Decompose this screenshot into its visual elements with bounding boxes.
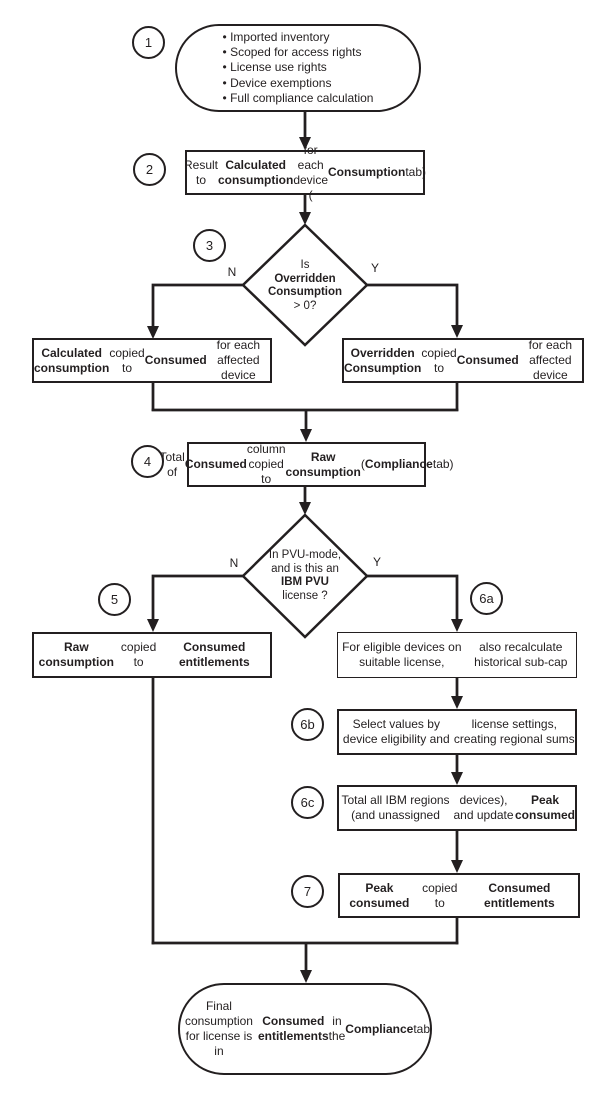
decision3-text: Is Overridden Consumption > 0? (267, 259, 343, 312)
end-node: Final consumption for license is in Consumed entitlements in the Compliance tab (178, 983, 432, 1075)
arrow-decision6-yes (367, 576, 457, 620)
step-2-badge: 2 (133, 153, 166, 186)
arrow-decision3-no (153, 285, 243, 327)
process-node-copy-raw-to-consumed-entitlements: Raw consumption copied to Consumed entitlements (32, 632, 272, 678)
arrow-decision3-yes (367, 285, 457, 326)
step-3-badge: 3 (193, 229, 226, 262)
process-node-select-values-regional-sums: Select values by device eligibility and license settings, creating regional sums (337, 709, 577, 755)
decision6-yes-label: Y (372, 555, 381, 569)
step-5-badge: 5 (98, 583, 131, 616)
process-node-total-ibm-regions-peak-consumed: Total all IBM regions (and unassigned devices), and update Peak consumed (337, 785, 577, 831)
step-4-badge: 4 (131, 445, 164, 478)
step-6b-badge: 6b (291, 708, 324, 741)
step-6c-badge: 6c (291, 786, 324, 819)
process-node-copy-calculated-to-consumed: Calculated consumption copied to Consumed for each affected device (32, 338, 272, 383)
step-7-badge: 7 (291, 875, 324, 908)
start-node-text: • Imported inventory • Scoped for access rights • License use rights • Device exemptions • Full compliance calculation (222, 29, 374, 105)
process-node-calculated-consumption: Result to Calculated consumption for each device ( Consumption tab) (183, 142, 427, 202)
step-1-badge: 1 (132, 26, 165, 59)
process-node-raw-consumption: Total of Consumed column copied to Raw consumption ( Compliance tab) (159, 442, 454, 486)
decision3-yes-label: Y (370, 261, 379, 275)
decision3-no-label: N (227, 265, 237, 279)
arrow-decision6-no (153, 576, 243, 620)
process-node-recalculate-subcap: For eligible devices on suitable license, also recalculate historical sub-cap (337, 632, 577, 678)
decision6-text: In PVU-mode, and is this an IBM PVU license ? (268, 549, 342, 602)
step-6a-badge: 6a (470, 582, 503, 615)
decision6-no-label: N (229, 556, 239, 570)
process-node-copy-overridden-to-consumed: Overridden Consumption copied to Consumed for each affected device (342, 338, 584, 383)
process-node-copy-peak-to-consumed-entitlements: Peak consumed copied to Consumed entitlements (338, 873, 580, 918)
start-node (175, 24, 421, 112)
